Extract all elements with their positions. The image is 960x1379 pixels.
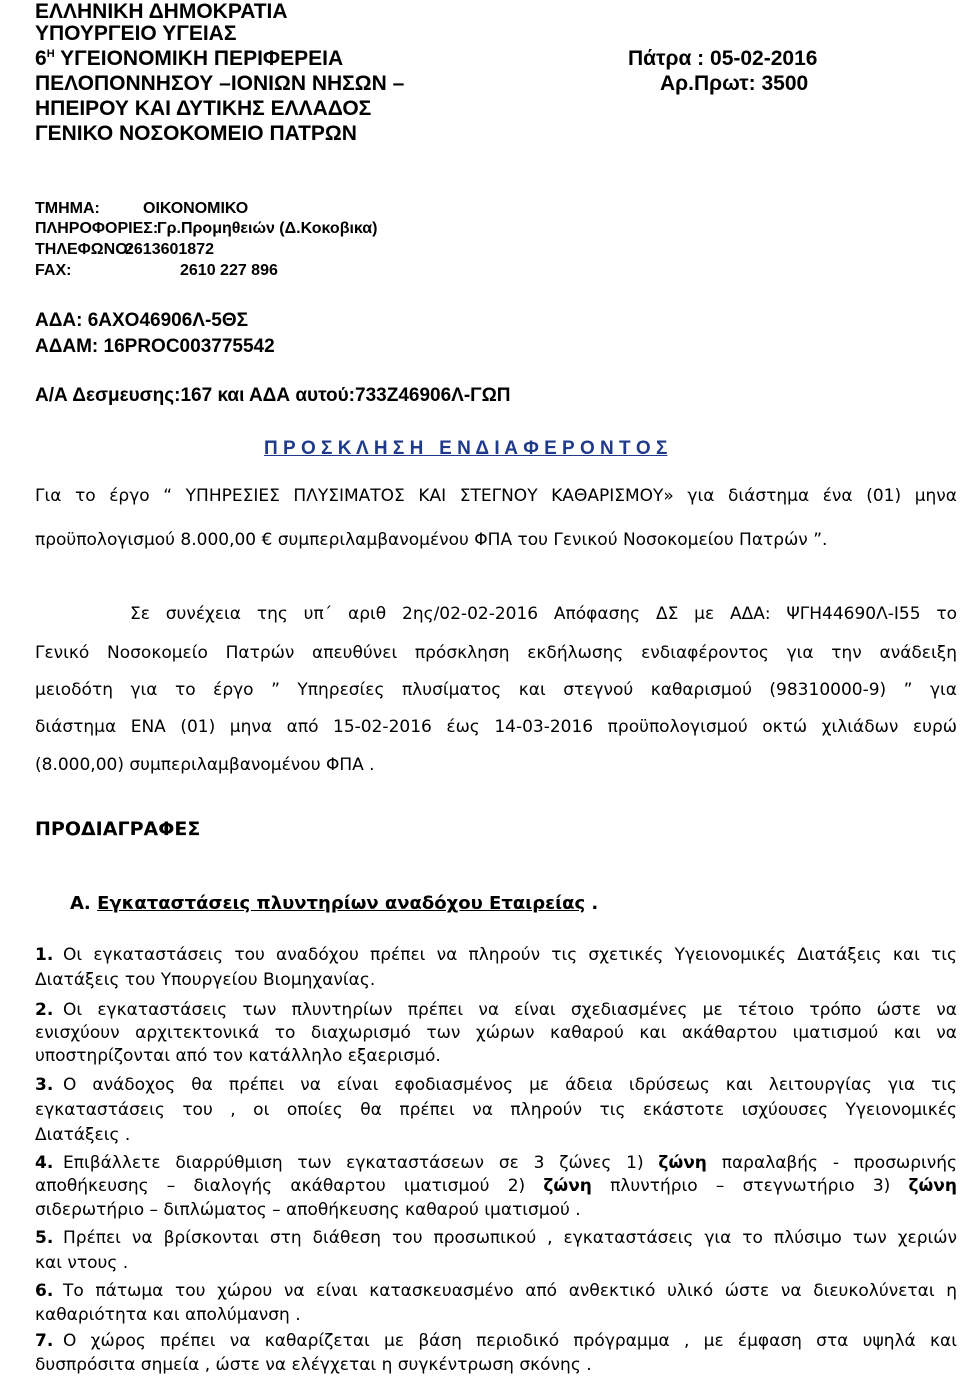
item-2-line-1: Οι εγκαταστάσεις των πλυντηρίων πρέπει να είναι σχεδιασμένες με τέτοιο τρόπο ώστε να (63, 1000, 957, 1020)
item-6-number: 6. (35, 1281, 54, 1301)
item-4-text-b: παραλαβής - προσωρινής (706, 1153, 957, 1173)
section-a-tail: . (585, 893, 599, 914)
section-a-heading (70, 893, 598, 914)
item-7-line-1: Ο χώρος πρέπει να καθαρίζεται με βάση περιοδικό πρόγραμμα , με έμφαση στα υψηλά και (63, 1331, 957, 1351)
phone-label: ΤΗΛΕΦΩΝΟ: (35, 241, 133, 258)
intro-line-5: (8.000,00) συμπεριλαμβανομένου ΦΠΑ . (35, 755, 375, 775)
item-4-text-d: πλυντήριο – στεγνωτήριο 3) (591, 1176, 909, 1196)
dept-value: ΟΙΚΟΝΟΜΙΚΟ (143, 200, 249, 217)
item-3-number: 3. (35, 1075, 54, 1095)
info-label: ΠΛΗΡΟΦΟΡΙΕΣ: (35, 220, 159, 237)
dept-label: ΤΜΗΜΑ: (35, 200, 100, 217)
item-4-text-a: Επιβάλλετε διαρρύθμιση των εγκαταστάσεων σε 3 ζώνες 1) (63, 1153, 659, 1173)
region-ordinal: Η (46, 48, 55, 60)
item-5-line-2: και ντους . (35, 1253, 129, 1273)
item-5-line-1: Πρέπει να βρίσκονται στη διάθεση του προσωπικού , εγκαταστάσεις για το πλύσιμο των χεριών (63, 1228, 957, 1248)
intro-line-3: μειοδότη για το έργο ” Υπηρεσίες πλυσίματος και στεγνού καθαρισμού (98310000-9) ” για (35, 680, 957, 700)
phone-value: 2613601872 (125, 241, 214, 258)
item-5-number: 5. (35, 1228, 54, 1248)
item-1-line-1: Οι εγκαταστάσεις του αναδόχου πρέπει να πληρούν τις σχετικές Υγειονομικές Διατάξεις και τις (63, 945, 957, 965)
zone-2-label: ζώνη (543, 1176, 592, 1196)
specs-title: ΠΡΟΔΙΑΓΡΑΦΕΣ (35, 818, 201, 840)
header-line-1: ΕΛΛΗΝΙΚΗ ΔΗΜΟΚΡΑΤΙΑ (35, 0, 288, 23)
zone-1-label: ζώνη (658, 1153, 707, 1173)
item-7-number: 7. (35, 1331, 54, 1351)
item-6-line-1: Το πάτωμα του χώρου να είναι κατασκευασμένο από ανθεκτικό υλικό ώστε να διευκολύνεται η (63, 1281, 957, 1301)
header-line-2: ΥΠΟΥΡΓΕΙΟ ΥΓΕΙΑΣ (35, 22, 237, 45)
item-3-line-1: Ο ανάδοχος θα πρέπει να είναι εφοδιασμένος με άδεια ιδρύσεως και λειτουργίας για τις (63, 1075, 957, 1095)
item-4-number: 4. (35, 1153, 54, 1173)
intro-line-4: διάστημα ΕΝΑ (01) μηνα από 15-02-2016 έως 14-03-2016 προϋπολογισμού οκτώ χιλιάδων ευρώ (35, 717, 957, 737)
zone-3-label: ζώνη (908, 1176, 957, 1196)
item-3-line-3: Διατάξεις . (35, 1125, 131, 1145)
region-name: ΥΓΕΙΟΝΟΜΙΚΗ ΠΕΡΙΦΕΡΕΙΑ (54, 47, 344, 70)
item-2-line-2: ενισχύουν αρχιτεκτονικά το διαχωρισμό των χώρων καθαρού και ακάθαρτου ιματισμού και να (35, 1023, 957, 1043)
item-1-line-2: Διατάξεις του Υπουργείου Βιομηχανίας. (35, 970, 376, 990)
adam-code: ΑΔΑΜ: 16PROC003775542 (35, 336, 275, 357)
item-7-line-2: δυσπρόσιτα σημεία , ώστε να ελέγχεται η συγκέντρωση σκόνης . (35, 1355, 592, 1375)
item-1-number: 1. (35, 945, 54, 965)
ada-code: ΑΔΑ: 6ΑΧΟ46906Λ-5ΘΣ (35, 310, 249, 331)
item-4-text-c: αποθήκευσης – διαλογής ακάθαρτου ιματισμού 2) (35, 1176, 544, 1196)
subject-line-1: Για το έργο “ ΥΠΗΡΕΣΙΕΣ ΠΛΥΣΙΜΑΤΟΣ ΚΑΙ ΣΤΕΓΝΟΥ ΚΑΘΑΡΙΣΜΟΥ» για διάστημα ένα (01) μηνα (35, 486, 957, 506)
info-value: Γρ.Προμηθειών (Δ.Κοκοβικα) (157, 220, 378, 237)
item-4-line-2 (35, 1176, 957, 1196)
fax-label: FAX: (35, 262, 72, 279)
header-line-5: ΗΠΕΙΡΟΥ ΚΑΙ ΔΥΤΙΚΗΣ ΕΛΛΑΔΟΣ (35, 97, 372, 120)
fax-value: 2610 227 896 (180, 262, 278, 279)
item-6-line-2: καθαριότητα και απολύμανση . (35, 1305, 301, 1325)
item-4-line-3: σιδερωτήριο – διπλώματος – αποθήκευσης καθαρού ιματισμού . (35, 1200, 581, 1220)
section-a-label: Α. (70, 893, 91, 914)
item-3-line-2: εγκαταστάσεις του , οι οποίες θα πρέπει να πληρούν τις εκάστοτε ισχύουσες Υγειονομικές (35, 1100, 957, 1120)
protocol-number: Αρ.Πρωτ: 3500 (660, 72, 809, 95)
header-line-3 (35, 47, 343, 71)
item-2-number: 2. (35, 1000, 54, 1020)
section-a-title: Εγκαταστάσεις πλυντηρίων αναδόχου Εταιρείας (97, 893, 586, 914)
intro-line-2: Γενικό Νοσοκομείο Πατρών απευθύνει πρόσκληση εκδήλωσης ενδιαφέροντος για την ανάδειξη (35, 643, 957, 663)
header-line-6: ΓΕΝΙΚΟ ΝΟΣΟΚΟΜΕΙΟ ΠΑΤΡΩΝ (35, 122, 357, 145)
subject-line-2: προϋπολογισμού 8.000,00 € συμπεριλαμβανομένου ΦΠΑ του Γενικού Νοσοκομείου Πατρών ”. (35, 530, 828, 550)
item-4-line-1 (63, 1153, 957, 1173)
item-2-line-3: υποστηρίζονται από τον κατάλληλο εξαερισμό. (35, 1046, 441, 1066)
commitment-line: Α/Α Δεσμευσης:167 και ΑΔΑ αυτού:733Ζ46906Λ-ΓΩΠ (35, 385, 511, 406)
place-date: Πάτρα : 05-02-2016 (628, 47, 818, 70)
intro-line-1: Σε συνέχεια της υπ΄ αριθ 2ης/02-02-2016 Απόφασης ΔΣ με ΑΔΑ: ΨΓΗ44690Λ-Ι55 το (130, 604, 957, 624)
region-number: 6 (35, 47, 47, 70)
page-title: Π Ρ Ο Σ Κ Λ Η Σ Η Ε Ν Δ Ι Α Φ Ε Ρ Ο Ν Τ Ο Σ (264, 438, 668, 459)
header-line-4: ΠΕΛΟΠΟΝΝΗΣΟΥ –ΙΟΝΙΩΝ ΝΗΣΩΝ – (35, 72, 405, 95)
